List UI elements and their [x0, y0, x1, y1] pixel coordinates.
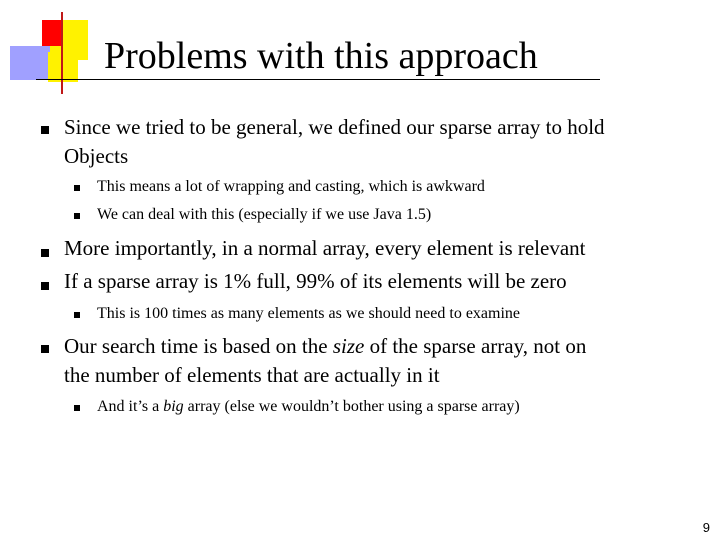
- bullet-text: Our search time is based on the size of the sparse array, not on: [64, 334, 587, 358]
- page-number: 9: [702, 520, 710, 535]
- bullet-text: Since we tried to be general, we defined our sparse array to hold: [64, 115, 605, 139]
- logo-blue-square: [10, 46, 50, 80]
- slide-title: Problems with this approach: [104, 35, 538, 77]
- bullet-marker: [41, 126, 49, 134]
- sub-bullet-text: We can deal with this (especially if we use Java 1.5): [97, 206, 432, 223]
- sub-bullet-marker: [74, 185, 80, 191]
- title-underline: [36, 79, 600, 80]
- logo-vertical-line: [61, 12, 63, 94]
- logo-yellow-square-small: [48, 52, 78, 82]
- sub-bullet-text: And it’s a big array (else we wouldn’t bother using a sparse array): [97, 398, 520, 415]
- bullet-marker: [41, 249, 49, 257]
- logo-red-square: [42, 20, 62, 46]
- sub-bullet-marker: [74, 213, 80, 219]
- bullet-text: If a sparse array is 1% full, 99% of its elements will be zero: [64, 269, 567, 293]
- sub-bullet-marker: [74, 405, 80, 411]
- bullet-text-continued: Objects: [64, 144, 129, 168]
- bullet-text: More importantly, in a normal array, every element is relevant: [64, 236, 586, 260]
- sub-bullet-text: This is 100 times as many elements as we should need to examine: [97, 305, 521, 322]
- bullet-marker: [41, 282, 49, 290]
- sub-bullet-text: This means a lot of wrapping and casting, which is awkward: [97, 178, 485, 195]
- bullet-text-continued: the number of elements that are actually in it: [64, 363, 440, 387]
- emphasis-size: size: [332, 334, 365, 358]
- bullet-marker: [41, 345, 49, 353]
- sub-bullet-marker: [74, 312, 80, 318]
- emphasis-big: big: [163, 398, 184, 415]
